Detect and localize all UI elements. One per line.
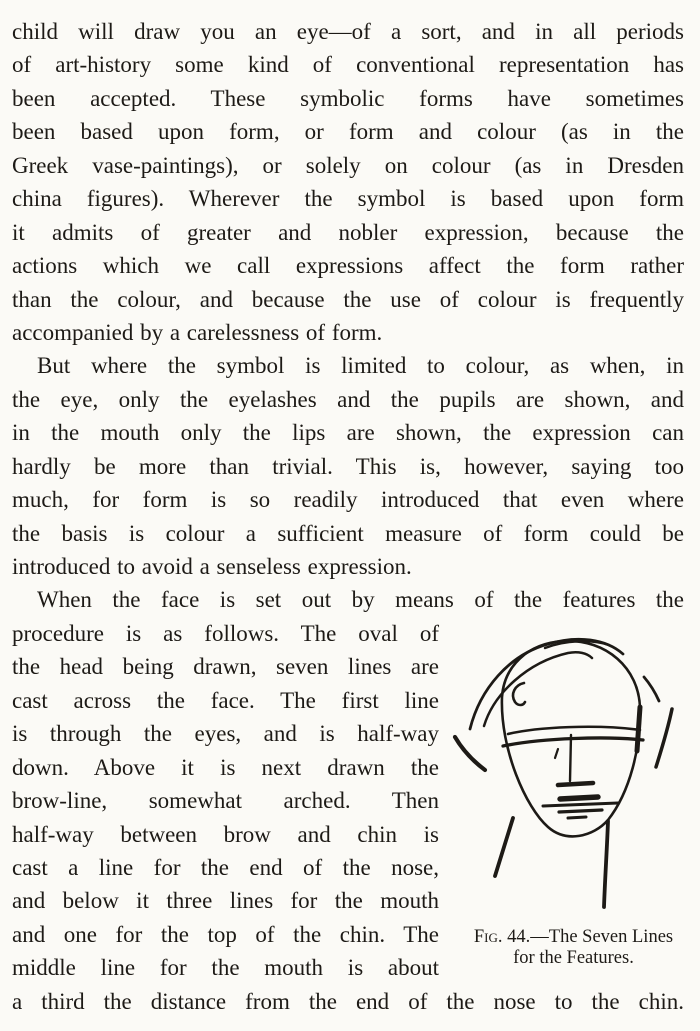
text-line: the basis is colour a sufficient measure of form could be — [12, 520, 684, 546]
text-line: and below it three lines for the mouth — [12, 888, 439, 914]
text-line: middle line for the mouth is about — [12, 955, 439, 981]
text-line: accompanied by a carelessness of form. — [12, 319, 383, 345]
text-line: actions which we call expressions affect the form rather — [12, 253, 684, 279]
text-line: But where the symbol is limited to colour, as when, in — [37, 353, 684, 379]
text-line: is through the eyes, and is half-way — [12, 721, 439, 747]
figure-caption-title: —The Seven Lines — [530, 927, 674, 947]
text-line: hardly be more than trivial. This is, however, saying too — [12, 453, 684, 479]
nose-tick — [555, 749, 558, 758]
text-line: than the colour, and because the use of colour is frequently — [12, 286, 684, 312]
mouth-middle-line — [543, 803, 618, 806]
text-line: brow-line, somewhat arched. Then — [12, 788, 439, 814]
hair-arc-outer — [470, 639, 623, 729]
figure-44 — [447, 631, 700, 968]
text-line: introduced to avoid a senseless expression. — [12, 554, 412, 579]
text-line: and one for the top of the chin. The — [12, 921, 439, 947]
figure-caption-line2: for the Features. — [513, 947, 634, 968]
left-ear-stroke — [455, 737, 485, 770]
hair-arc-inner — [484, 652, 592, 726]
text-line: the eye, only the eyelashes and the pupils are shown, and — [12, 386, 684, 412]
text-line: cast across the face. The first line — [12, 687, 439, 713]
nose-line — [570, 735, 571, 781]
hair-curl — [513, 683, 525, 705]
text-line: half-way between brow and chin is — [12, 821, 439, 847]
text-line: much, for form is so readily introduced that even where — [12, 487, 684, 513]
right-side-stroke — [637, 707, 640, 751]
seven-lines-face-sketch — [447, 631, 700, 923]
eye-line — [503, 738, 643, 746]
figure-caption — [447, 927, 700, 968]
text-line: child will draw you an eye—of a sort, and in all periods — [12, 19, 684, 44]
figure-caption-line1 — [447, 927, 700, 948]
text-line: china figures). Wherever the symbol is based upon form — [12, 186, 684, 212]
text-line: procedure is as follows. The oval of — [12, 620, 439, 646]
figure-caption-label: Fig. 44. — [473, 927, 531, 947]
text-line: of art-history some kind of conventional representation has — [12, 52, 684, 78]
neck-right-line — [604, 821, 608, 907]
right-hair-stroke — [656, 709, 672, 767]
right-temple-stroke — [644, 677, 659, 701]
text-line: in the mouth only the lips are shown, the expression can — [12, 420, 684, 446]
text-line: it admits of greater and nobler expression, because the — [12, 219, 684, 245]
neck-left-line — [495, 818, 513, 876]
nose-end-line — [558, 783, 593, 785]
mouth-bottom-line — [559, 810, 602, 812]
mouth-top-line — [560, 797, 598, 799]
brow-line — [508, 727, 640, 734]
text-line: been based upon form, or form and colour (as in the — [12, 119, 684, 145]
text-line: When the face is set out by means of the features the — [37, 587, 684, 613]
text-line: been accepted. These symbolic forms have sometimes — [12, 85, 684, 111]
text-line: the head being drawn, seven lines are — [12, 654, 439, 680]
text-line: cast a line for the end of the nose, — [12, 854, 439, 880]
chin-line — [568, 817, 586, 818]
text-line: down. Above it is next drawn the — [12, 754, 439, 780]
text-line: Greek vase-paintings), or solely on colour (as in Dresden — [12, 152, 684, 178]
text-line: a third the distance from the end of the nose to the chin. — [12, 988, 684, 1014]
